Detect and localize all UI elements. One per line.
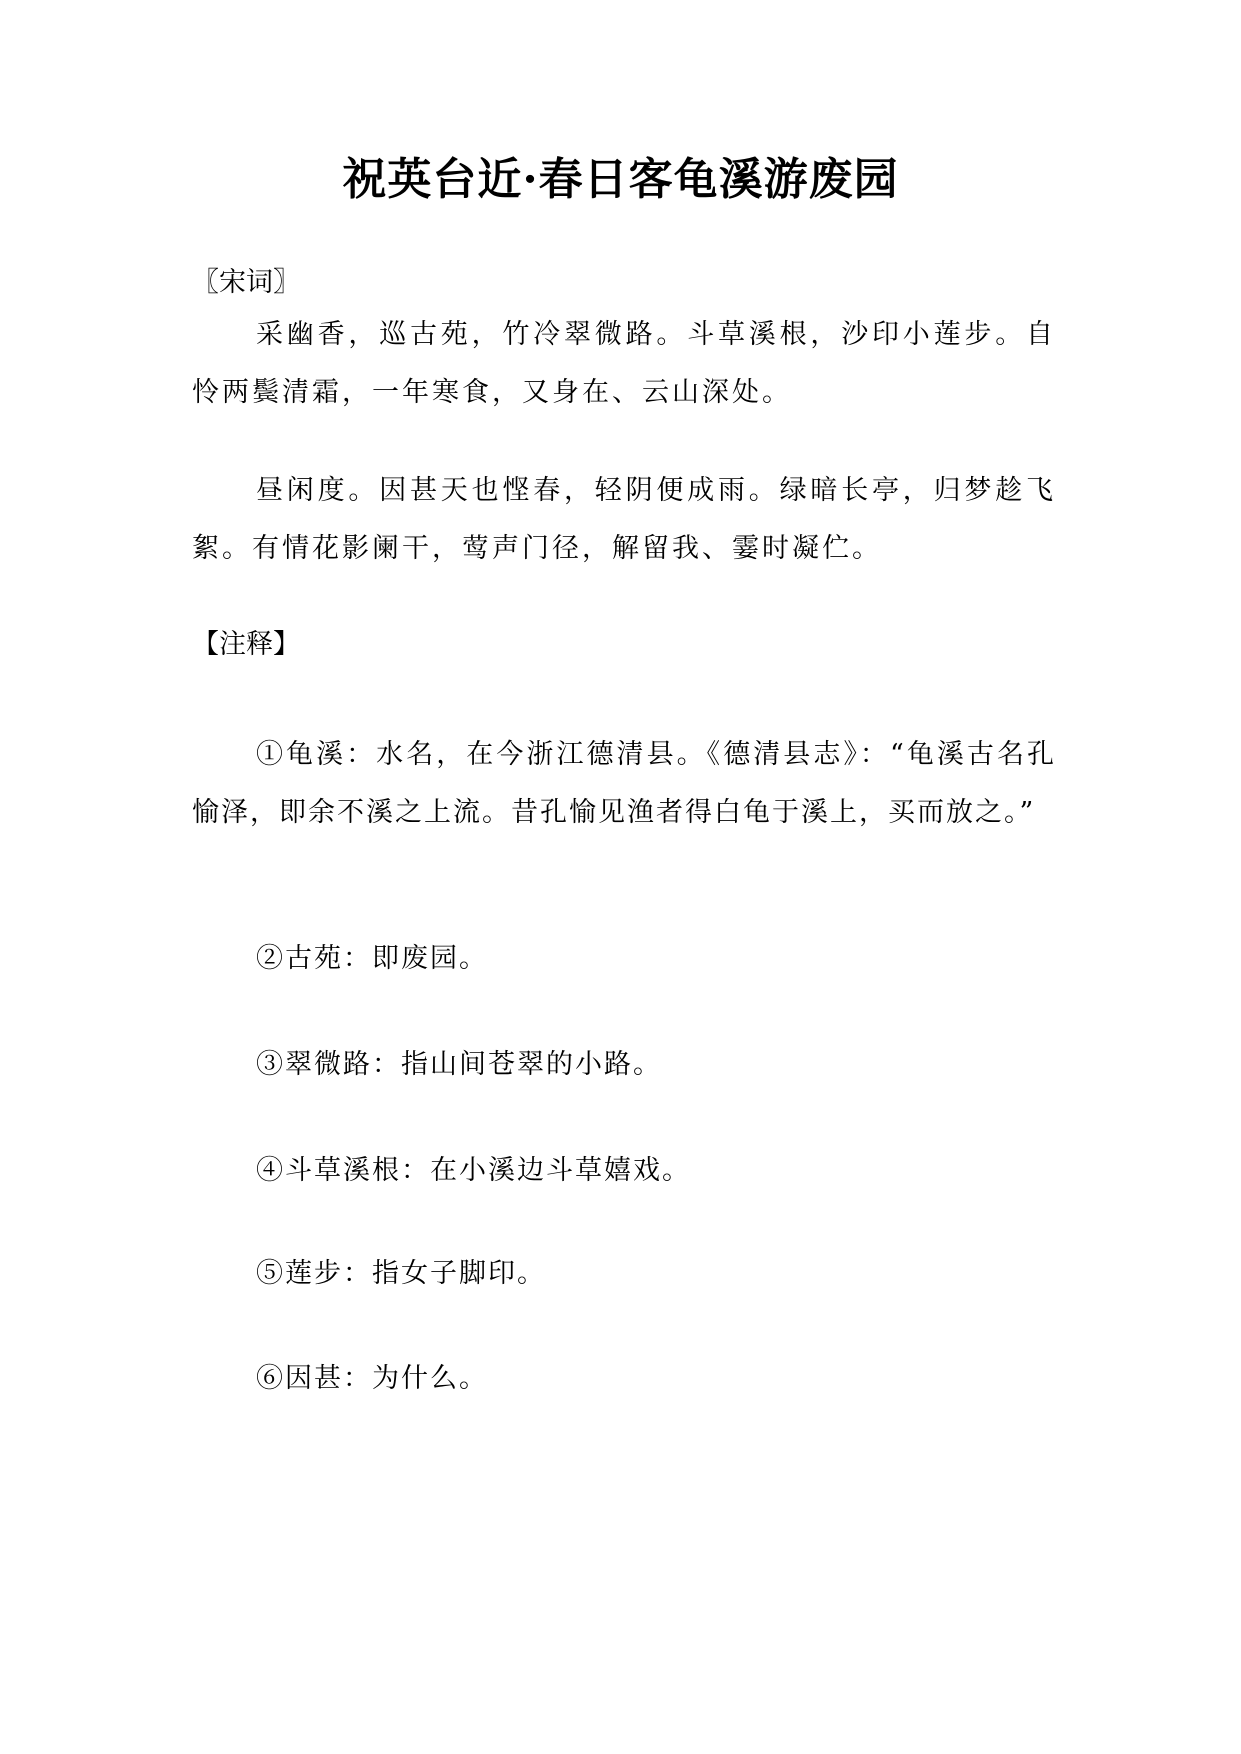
genre-label: 〖宋词〗 [192, 267, 300, 298]
document-title: 祝英台近·春日客龟溪游废园 [342, 154, 899, 205]
poem-stanza-1: 采幽香，巡古苑，竹冷翠微路。斗草溪根，沙印小莲步。自怜两鬓清霜，一年寒食，又身在、云山深处。 [192, 319, 1056, 408]
note-item-1: ①龟溪：水名，在今浙江德清县。《德清县志》：“龟溪古名孔愉泽，即余不溪之上流。昔孔愉见渔者得白龟于溪上，买而放之。” [192, 739, 1056, 828]
note-item-6: ⑥因甚：为什么。 [256, 1363, 488, 1394]
note-item-3: ③翠微路：指山间苍翠的小路。 [256, 1049, 662, 1080]
note-item-2: ②古苑：即废园。 [256, 943, 488, 974]
notes-label: 【注释】 [192, 629, 300, 660]
note-item-4: ④斗草溪根：在小溪边斗草嬉戏。 [256, 1155, 691, 1186]
note-item-5: ⑤莲步：指女子脚印。 [256, 1258, 546, 1289]
poem-stanza-2: 昼闲度。因甚天也悭春，轻阴便成雨。绿暗长亭，归梦趁飞絮。有情花影阑干，莺声门径，解留我、霎时凝伫。 [192, 475, 1056, 564]
